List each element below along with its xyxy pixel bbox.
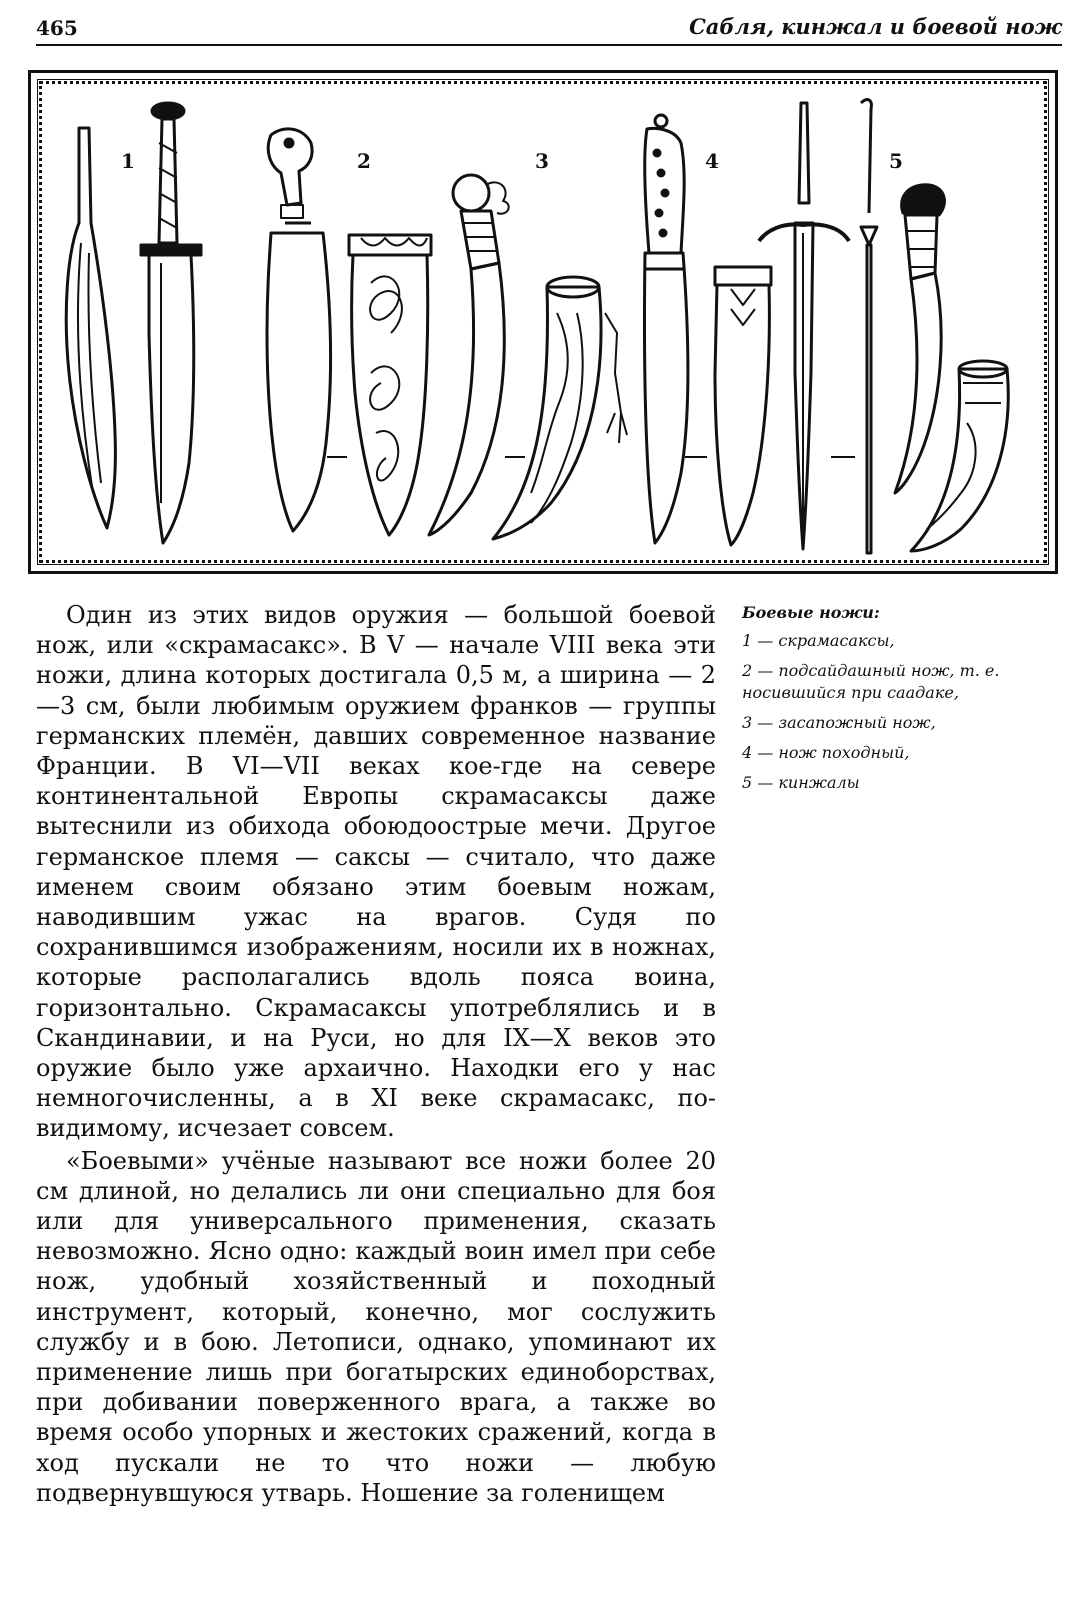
zasapozhny-knife-icon: [429, 175, 509, 535]
dagger-crossguard-icon: [759, 103, 849, 549]
figure-label-5: 5: [889, 149, 903, 173]
caption-item: 2 — подсайдашный нож, т. е. носившийся при саадаке,: [742, 661, 1000, 702]
caption-item: 4 — нож походный,: [742, 743, 910, 762]
thin-dagger-icon: [831, 100, 877, 553]
running-title: Сабля, кинжал и боевой нож: [689, 14, 1062, 39]
body-text: [36, 600, 716, 1510]
figure-label-3: 3: [535, 149, 549, 173]
figure-label-4: 4: [705, 149, 719, 173]
curved-dagger-icon: [895, 185, 944, 493]
figure-label-1: 1: [121, 149, 135, 173]
caption-item: 5 — кинжалы: [742, 773, 860, 792]
knives-drawing: [31, 73, 1055, 571]
figure-caption: [742, 602, 1042, 802]
marching-knife-icon: [644, 115, 688, 543]
podsaidashny-knife-icon: [267, 129, 330, 531]
marching-sheath-icon: [685, 267, 771, 545]
caption-item: 3 — засапожный нож,: [742, 713, 936, 732]
curved-sheath-icon: [911, 361, 1008, 551]
scramasax-with-hilt-icon: [141, 103, 201, 543]
scramasax-blade-icon: [66, 128, 115, 528]
figure-label-2: 2: [357, 149, 371, 173]
paragraph: «Боевыми» учёные называют все ножи более 20 см длиной, но делались ли они специально для боя или для универсального применения, сказать невозможно. Ясно одно: каждый воин имел при себе нож, удобный хозяйственный и походный инструмент, который, конечно, мог сослужить службу и в бою. Летописи, однако, упоминают их применение лишь при богатырских единоборствах, при добивании поверженного врага, а также во время особо упорных и жестоких сражений, когда в ход пускали не то что ножи — любую подвернувшуюся утварь. Ношение за голенищем: [36, 1146, 716, 1507]
knives-illustration: [28, 70, 1058, 574]
caption-item: 1 — скрамасаксы,: [742, 631, 895, 650]
page-number: 465: [36, 16, 78, 40]
caption-title: Боевые ножи:: [742, 603, 880, 622]
zasapozhny-sheath-icon: [493, 277, 627, 539]
header-rule: [36, 44, 1062, 46]
podsaidashny-sheath-icon: [327, 235, 431, 535]
paragraph: Один из этих видов оружия — большой боевой нож, или «скрамасакс». В V — начале VIII века эти ножи, длина которых достигала 0,5 м, а ширина — 2—3 см, были любимым оружием франков — группы германских племён, давших современное название Франции. В VI—VII веках кое-где на севере континентальной Европы скрамасаксы даже вытеснили из обихода обоюдоострые мечи. Другое германское племя — саксы — считало, что даже именем своим обязано этим боевым ножам, наводившим ужас на врагов. Судя по сохранившимся изображениям, носили их в ножнах, которые располагались вдоль пояса воина, горизонтально. Скрамасаксы употреблялись и в Скандинавии, и на Руси, но для IX—X веков это оружие было уже архаично. Находки его у нас немногочисленны, а в XI веке скрамасакс, по-видимому, исчезает совсем.: [36, 601, 716, 1143]
page-header: [36, 14, 1062, 44]
